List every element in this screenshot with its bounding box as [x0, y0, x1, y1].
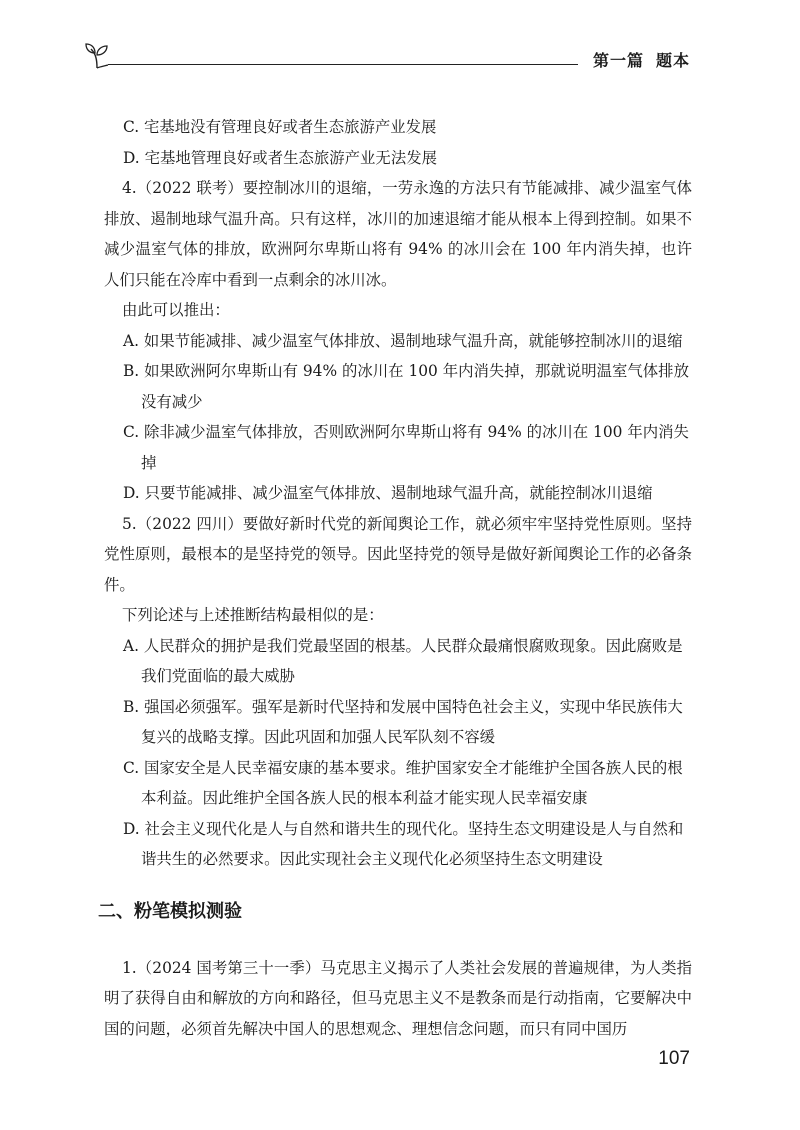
header-part: 第一篇	[592, 51, 644, 70]
header-rule	[108, 64, 578, 65]
header-section: 题本	[655, 51, 690, 70]
option-line: B. 如果欧洲阿尔卑斯山有 94% 的冰川在 100 年内消失掉，那就说明温室气体排放没有减少	[123, 362, 689, 411]
option-line: B. 强国必须强军。强军是新时代坚持和发展中国特色社会主义，实现中华民族伟大复兴的战略支撑。因此巩固和加强人民军队刻不容缓	[123, 697, 683, 746]
header-title	[593, 48, 690, 71]
option-line: A. 人民群众的拥护是我们党最坚固的根基。人民群众最痛恨腐败现象。因此腐败是我们党面临的最大威胁	[123, 636, 683, 685]
question-prompt: 下列论述与上述推断结构最相似的是：	[122, 606, 384, 624]
option-line: A. 如果节能减排、减少温室气体排放、遏制地球气温升高，就能够控制冰川的退缩	[123, 331, 683, 350]
section-heading: 二、粉笔模拟测验	[98, 900, 242, 922]
page-content	[98, 112, 692, 1044]
question-prompt: 由此可以推出：	[122, 301, 230, 319]
running-header	[84, 40, 692, 74]
question-paragraph: 4.（2022 联考）要控制冰川的退缩，一劳永逸的方法只有节能减排、减少温室气体排放、遏制地球气温升高。只有这样，冰川的加速退缩才能从根本上得到控制。如果不减少温室气体的排放，欧洲阿尔卑斯山将有 94% 的冰川会在 100 年内消失掉，也许人们只能在冷库中看到一点剩余的冰川冰。	[104, 179, 692, 289]
option-line: D. 宅基地管理良好或者生态旅游产业无法发展	[123, 148, 437, 167]
option-line: C. 除非减少温室气体排放，否则欧洲阿尔卑斯山将有 94% 的冰川在 100 年内消失掉	[123, 423, 689, 472]
option-line: C. 国家安全是人民幸福安康的基本要求。维护国家安全才能维护全国各族人民的根本利益。因此维护全国各族人民的根本利益才能实现人民幸福安康	[123, 758, 683, 807]
option-line: C. 宅基地没有管理良好或者生态旅游产业发展	[123, 118, 437, 136]
leaf-icon	[84, 40, 110, 70]
option-line: D. 社会主义现代化是人与自然和谐共生的现代化。坚持生态文明建设是人与自然和谐共生的必然要求。因此实现社会主义现代化必须坚持生态文明建设	[123, 819, 684, 868]
option-line: D. 只要节能减排、减少温室气体排放、遏制地球气温升高，就能控制冰川退缩	[123, 484, 653, 502]
question-paragraph: 5.（2022 四川）要做好新时代党的新闻舆论工作，就必须牢牢坚持党性原则。坚持党性原则，最根本的是坚持党的领导。因此坚持党的领导是做好新闻舆论工作的必备条件。	[104, 514, 692, 594]
question-paragraph: 1.（2024 国考第三十一季）马克思主义揭示了人类社会发展的普遍规律，为人类指明了获得自由和解放的方向和路径，但马克思主义不是教条而是行动指南，它要解决中国的问题，必须首先解决中国人的思想观念、理想信念问题，而只有同中国历	[104, 958, 692, 1038]
page-number: 107	[658, 1048, 690, 1069]
